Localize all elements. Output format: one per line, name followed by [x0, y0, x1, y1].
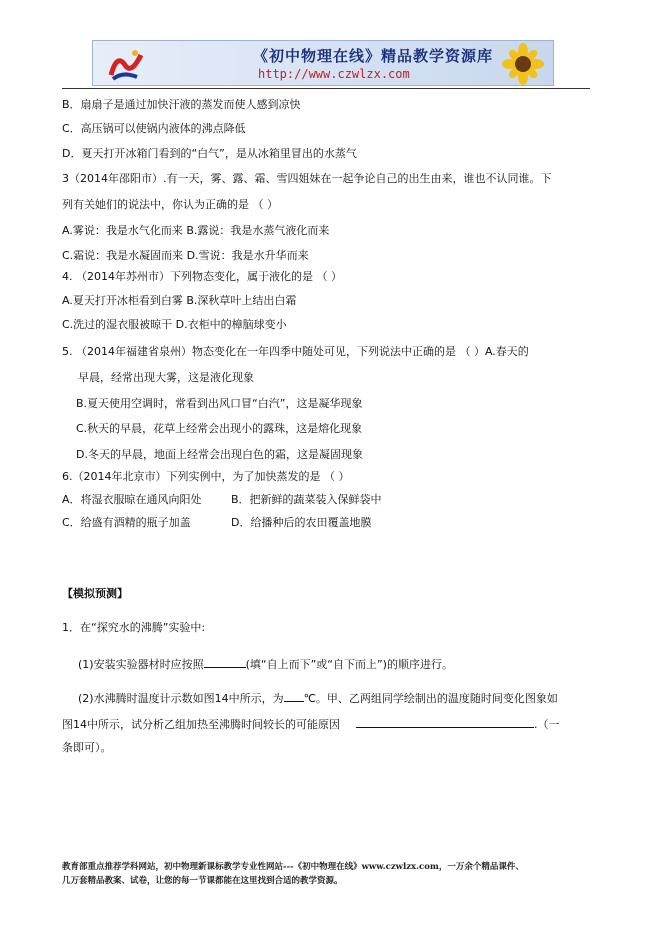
answer-blank-order[interactable]: [204, 656, 246, 668]
part2-line2-text-b: .（一: [534, 718, 560, 731]
practice-q1-part1: [78, 656, 453, 672]
q3-stem-line2: 列有关她们的说法中，你认为正确的是 （ ）: [62, 198, 278, 211]
q3-options-ab: A.雾说：我是水气化而来 B.露说：我是水蒸气液化而来: [62, 224, 330, 237]
section-heading: 【模拟预测】: [62, 587, 128, 600]
q6-option-c: C．给盛有酒精的瓶子加盖: [62, 516, 191, 529]
answer-blank-reason[interactable]: [356, 716, 534, 728]
part2-line2-text-a: 图14中所示，试分析乙组加热至沸腾时间较长的可能原因: [62, 718, 340, 731]
q5-stem-line1: 5. （2014年福建省泉州）物态变化在一年四季中随处可见，下列说法中正确的是 （ ）A.春天的: [62, 345, 529, 358]
part1-text-b: (填“自上而下”或“自下而上”)的顺序进行。: [245, 658, 453, 671]
q4-options-cd: C.洗过的湿衣服被晾干 D.衣柜中的樟脑球变小: [62, 318, 287, 331]
q5-stem-line2: 早晨，经常出现大雾，这是液化现象: [78, 371, 254, 384]
practice-q1-part2-line2: [62, 716, 560, 732]
part2-text-a: (2)水沸腾时温度计示数如图14中所示，为: [78, 692, 284, 705]
q2-option-b: B．扇扇子是通过加快汗液的蒸发而使人感到凉快: [62, 98, 301, 111]
q5-option-c: C.秋天的早晨，花草上经常会出现小的露珠，这是熔化现象: [76, 422, 363, 435]
practice-q1-stem: 1．在“探究水的沸腾”实验中:: [62, 621, 206, 634]
practice-q1-part2-line3: 条即可）。: [62, 741, 112, 754]
q6-stem: 6.（2014年北京市）下列实例中，为了加快蒸发的是 （ ）: [62, 470, 350, 483]
site-logo-icon: [107, 45, 145, 83]
footer-line1: 教育部重点推荐学科网站，初中物理新课标教学专业性网站---《初中物理在线》www.czwlzx.com，一万余个精品课件、: [62, 862, 524, 872]
banner-title: 《初中物理在线》精品教学资源库: [253, 47, 494, 65]
q3-stem-line1: 3（2014年邵阳市）.有一天，雾、露、霜、雪四姐妹在一起争论自己的出生由来，谁也不认同谁。下: [62, 172, 552, 185]
q3-options-cd: C.霜说：我是水凝固而来 D.雪说：我是水升华而来: [62, 249, 309, 262]
page-footer: [62, 860, 607, 888]
header-banner: [92, 40, 554, 86]
q5-option-b: B.夏天使用空调时，常看到出风口冒“白汽”，这是凝华现象: [76, 397, 363, 410]
part2-text-b: ℃。甲、乙两组同学绘制出的温度随时间变化图象如: [303, 692, 558, 705]
q4-options-ab: A.夏天打开冰柜看到白雾 B.深秋草叶上结出白霜: [62, 294, 297, 307]
q5-option-d: D.冬天的早晨，地面上经常会出现白色的霜，这是凝固现象: [76, 448, 363, 461]
practice-q1-part2-line1: [78, 690, 558, 706]
part1-text-a: (1)安装实验器材时应按照: [78, 658, 204, 671]
sunflower-icon: [499, 43, 547, 85]
q6-option-b: B．把新鲜的蔬菜装入保鲜袋中: [231, 493, 382, 506]
banner-url: http://www.czwlzx.com: [258, 67, 410, 81]
footer-line2: 几万套精品教案、试卷，让您的每一节课都能在这里找到合适的教学资源。: [62, 876, 343, 886]
q6-option-d: D．给播种后的农田覆盖地膜: [231, 516, 372, 529]
q2-option-c: C．高压锅可以使锅内液体的沸点降低: [62, 122, 246, 135]
answer-blank-temperature[interactable]: [284, 690, 304, 702]
q4-stem: 4. （2014年苏州市）下列物态变化，属于液化的是 （ ）: [62, 270, 342, 283]
q2-option-d: D．夏天打开冰箱门看到的“白气”，是从冰箱里冒出的水蒸气: [62, 147, 357, 160]
q6-option-a: A．将湿衣服晾在通风向阳处: [62, 493, 202, 506]
header-divider: [62, 88, 590, 89]
